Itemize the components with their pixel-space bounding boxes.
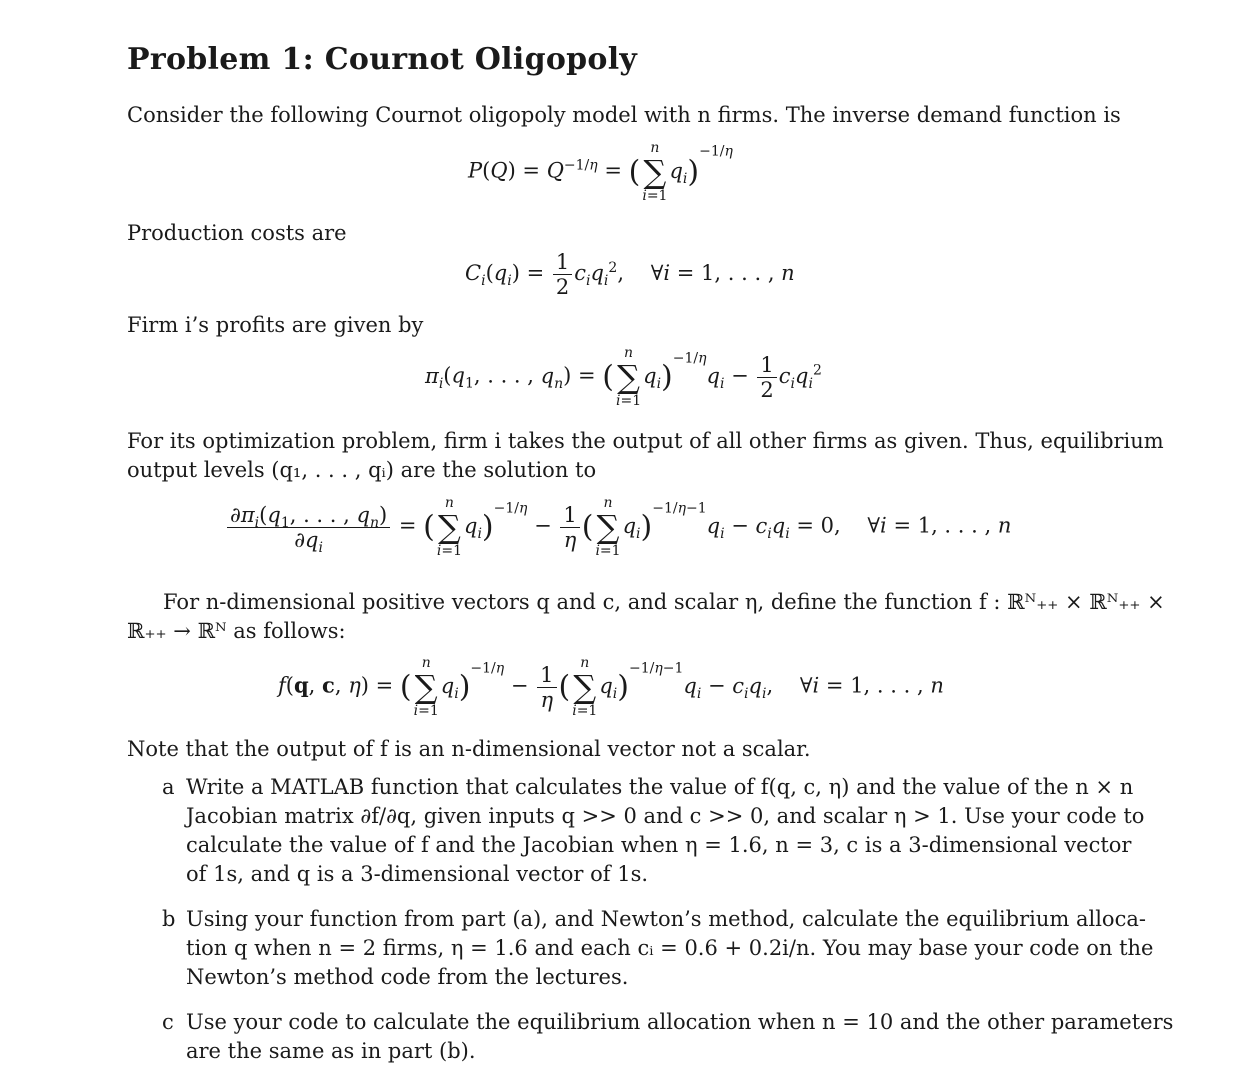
equation-costs: $C_i(q_i)$ = $\frac{1}{2}$ $c_iq_i^2$, ∀i = 1, . . . , n xyxy=(465,250,795,299)
item-b-line-2: tion q when n = 2 firms, η = 1.6 and each cᵢ = 0.6 + 0.2i/n. You may base your code on the xyxy=(186,936,1154,960)
equation-first-order-condition: $\frac{\partial\pi_i(q_1, . . . , q_n)}{\partial q_i}$ = ( n ∑ i=1 $q_i)^{-1/\eta}$ − $\frac{1}{\eta}$ ( n ∑ i=1 $q_i)^{-1/\eta-1}q_i - c_iq_i = 0$, ∀i = 1, . . . , n xyxy=(225,495,1011,559)
item-a-line-4: of 1s, and q is a 3-dimensional vector of 1s. xyxy=(186,862,649,886)
list-item-b xyxy=(162,905,1154,992)
costs-intro: Production costs are xyxy=(127,221,347,245)
item-b-line-3: Newton’s method code from the lectures. xyxy=(186,965,629,989)
define-line-2: ℝ₊₊ → ℝᴺ as follows: xyxy=(127,619,346,643)
intro-paragraph: Consider the following Cournot oligopoly model with n firms. The inverse demand function is xyxy=(127,103,1121,127)
optimization-line-1: For its optimization problem, firm i takes the output of all other firms as given. Thus, equilibrium xyxy=(127,429,1164,453)
item-c-line-1: Use your code to calculate the equilibrium allocation when n = 10 and the other parameters xyxy=(186,1010,1174,1034)
item-label: c xyxy=(162,1010,174,1034)
item-a-line-3: calculate the value of f and the Jacobian when η = 1.6, n = 3, c is a 3-dimensional vector xyxy=(186,833,1132,857)
equation-function-f: f(q, c, η) = ( n ∑ i=1 $q_i)^{-1/\eta}$ − $\frac{1}{\eta}$ ( n ∑ i=1 $q_i)^{-1/\eta-1}q_i - c_iq_i$, ∀i = 1, . . . , n xyxy=(278,655,944,719)
equation-inverse-demand: $P(Q) = Q^{-1/\eta}$ = ( n ∑ i=1 $q_i)^{-1/\eta}$ xyxy=(468,140,733,204)
profits-intro: Firm i’s profits are given by xyxy=(127,313,424,337)
list-item-c xyxy=(162,1008,1174,1066)
problem-title: Problem 1: Cournot Oligopoly xyxy=(127,42,638,77)
optimization-line-2: output levels (q₁, . . . , qᵢ) are the solution to xyxy=(127,458,597,482)
equation-profits: $\pi_i(q_1$, . . . , $q_n$) = ( n ∑ i=1 $q_i)^{-1/\eta}q_i$ − $\frac{1}{2}$ $c_iq_i^2$ xyxy=(425,345,822,409)
list-item-a xyxy=(162,773,1145,889)
note-paragraph: Note that the output of f is an n-dimensional vector not a scalar. xyxy=(127,737,811,761)
item-a-line-2: Jacobian matrix ∂f/∂q, given inputs q >> 0 and c >> 0, and scalar η > 1. Use your code to xyxy=(186,804,1145,828)
item-label: b xyxy=(162,907,176,931)
item-label: a xyxy=(162,775,175,799)
item-b-line-1: Using your function from part (a), and Newton’s method, calculate the equilibrium alloca- xyxy=(186,907,1146,931)
item-c-line-2: are the same as in part (b). xyxy=(186,1039,476,1063)
define-line-1: For n-dimensional positive vectors q and c, and scalar η, define the function f : ℝᴺ₊₊ × ℝᴺ₊₊ × xyxy=(163,590,1165,614)
item-a-line-1: Write a MATLAB function that calculates the value of f(q, c, η) and the value of the n × n xyxy=(186,775,1134,799)
